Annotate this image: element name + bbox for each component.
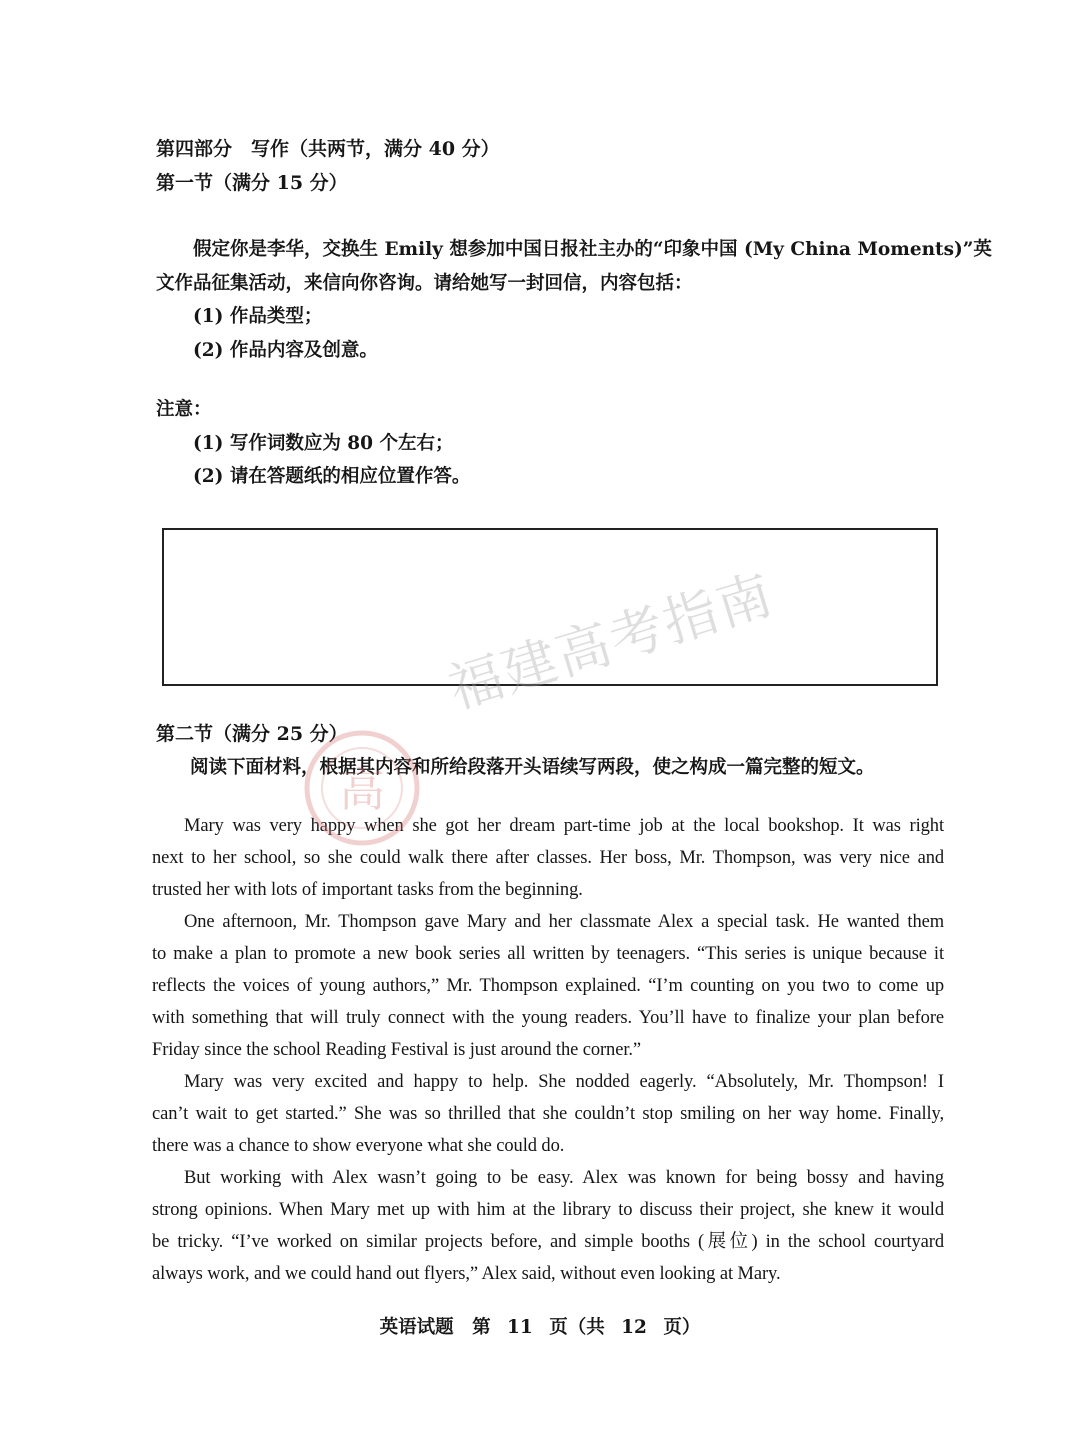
passage-line: But working with Alex wasn’t going to be easy. Alex was known for being bossy and having (184, 1168, 944, 1188)
passage-line: Friday since the school Reading Festival is just around the corner.” (152, 1040, 641, 1060)
section1-prompt-line2: 文作品征集活动，来信向你咨询。请给她写一封回信，内容包括： (156, 273, 693, 294)
passage-line: One afternoon, Mr. Thompson gave Mary and her classmate Alex a special task. He wanted them (184, 912, 944, 932)
section2-instruction: 阅读下面材料，根据其内容和所给段落开头语续写两段，使之构成一篇完整的短文。 (190, 757, 875, 778)
section1-title: 第一节（满分 15 分） (156, 172, 348, 194)
passage-line: strong opinions. When Mary met up with him at the library to discuss their project, she knew it would (152, 1200, 944, 1220)
svg-text:高: 高 (339, 763, 385, 817)
watermark-text: 福建高考指南 (441, 562, 781, 721)
section2-title: 第二节（满分 25 分） (156, 723, 348, 745)
passage-line: Mary was very happy when she got her dream part-time job at the local bookshop. It was right (184, 816, 944, 836)
passage-line: reflects the voices of young authors,” Mr. Thompson explained. “I’m counting on you two to come up (152, 976, 944, 996)
section1-prompt-line1: 假定你是李华，交换生 Emily 想参加中国日报社主办的“印象中国 (My China Moments)”英 (193, 239, 992, 260)
page-footer: 英语试题 第 11 页（共 12 页） (379, 1317, 701, 1338)
passage-line: next to her school, so she could walk there after classes. Her boss, Mr. Thompson, was very nice and (152, 848, 944, 868)
note-2: (2) 请在答题纸的相应位置作答。 (193, 466, 471, 487)
passage-line: there was a chance to show everyone what she could do. (152, 1136, 565, 1156)
passage-line: with something that will truly connect with the young readers. You’ll have to finalize your plan before (152, 1008, 944, 1028)
content-item-1: (1) 作品类型； (193, 306, 323, 327)
watermark-seal-icon (302, 728, 422, 848)
passage-line: be tricky. “I’ve worked on similar projects before, and simple booths (展位) in the school courtyard (152, 1232, 944, 1252)
passage-line: trusted her with lots of important tasks from the beginning. (152, 880, 583, 900)
note-1: (1) 写作词数应为 80 个左右； (193, 433, 454, 454)
passage-line: always work, and we could hand out flyers,” Alex said, without even looking at Mary. (152, 1264, 781, 1284)
content-item-2: (2) 作品内容及创意。 (193, 340, 378, 361)
part-title: 第四部分 写作（共两节，满分 40 分） (156, 138, 500, 160)
notes-label: 注意： (156, 399, 212, 420)
passage-line: can’t wait to get started.” She was so thrilled that she couldn’t stop smiling on her way home. Finally, (152, 1104, 944, 1124)
passage-line: Mary was very excited and happy to help. She nodded eagerly. “Absolutely, Mr. Thompson! I (184, 1072, 944, 1092)
passage-line: to make a plan to promote a new book series all written by teenagers. “This series is unique because it (152, 944, 944, 964)
